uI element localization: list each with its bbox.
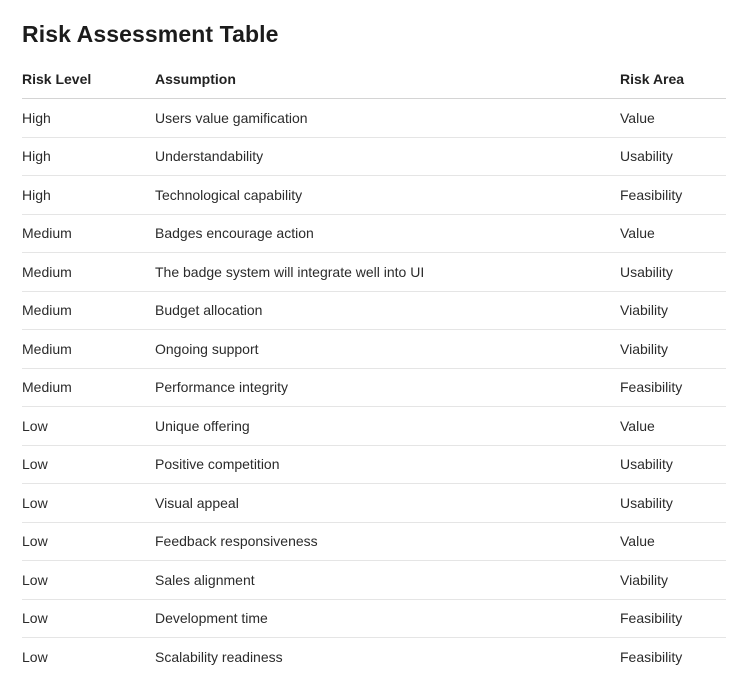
risk-level-cell: Medium xyxy=(22,291,155,330)
risk-level-cell: Low xyxy=(22,561,155,600)
assumption-cell: Understandability xyxy=(155,137,620,176)
risk-area-cell: Feasibility xyxy=(620,648,683,665)
table-row xyxy=(22,445,726,484)
risk-area-cell: Viability xyxy=(620,291,726,330)
assumption-cell: Feedback responsiveness xyxy=(155,522,620,561)
table-row xyxy=(22,137,726,176)
column-header-risk-area: Risk Area xyxy=(620,60,726,99)
column-header-assumption: Assumption xyxy=(155,60,620,99)
risk-area-cell: Usability xyxy=(620,484,726,523)
risk-area-cell: Value xyxy=(620,214,726,253)
risk-area-cell: Value xyxy=(620,99,726,138)
assumption-cell: Technological capability xyxy=(155,176,620,215)
risk-level-cell: Medium xyxy=(22,253,155,292)
risk-level-cell: Low xyxy=(22,522,155,561)
risk-level-cell: High xyxy=(22,176,155,215)
assumption-cell: Performance integrity xyxy=(155,368,620,407)
assumption-cell: Ongoing support xyxy=(155,330,620,369)
risk-level-cell: High xyxy=(22,137,155,176)
table-row xyxy=(22,638,726,676)
risk-level-cell: Medium xyxy=(22,330,155,369)
table-row xyxy=(22,214,726,253)
risk-area-cell: Value xyxy=(620,522,726,561)
table-row xyxy=(22,484,726,523)
risk-area-cell: Feasibility xyxy=(620,176,726,215)
risk-level-cell: Medium xyxy=(22,368,155,407)
risk-area-cell: Usability xyxy=(620,445,726,484)
assumption-cell: Budget allocation xyxy=(155,291,620,330)
risk-level-cell: High xyxy=(22,99,155,138)
assumption-cell: Visual appeal xyxy=(155,484,620,523)
table-row xyxy=(22,368,726,407)
risk-area-cell: Feasibility xyxy=(620,368,726,407)
assumption-cell: Unique offering xyxy=(155,407,620,446)
table-row xyxy=(22,176,726,215)
risk-level-cell: Medium xyxy=(22,214,155,253)
assumption-cell: Development time xyxy=(155,599,620,638)
table-body xyxy=(22,99,726,676)
risk-area-cell: Value xyxy=(620,407,726,446)
risk-area-cell: Usability xyxy=(620,253,726,292)
header-row xyxy=(22,60,726,99)
table-header xyxy=(22,60,726,99)
table-row xyxy=(22,330,726,369)
table-row xyxy=(22,407,726,446)
table-row xyxy=(22,253,726,292)
risk-area-cell: Feasibility xyxy=(620,599,726,638)
column-header-risk-level: Risk Level xyxy=(22,60,155,99)
page-title: Risk Assessment Table xyxy=(22,21,279,47)
assumption-cell: Scalability readiness xyxy=(155,648,283,665)
risk-level-cell: Low xyxy=(22,599,155,638)
table-row xyxy=(22,599,726,638)
table-row xyxy=(22,522,726,561)
risk-level-cell: Low xyxy=(22,648,48,665)
risk-area-cell: Viability xyxy=(620,330,726,369)
risk-assessment-table xyxy=(22,60,726,676)
risk-area-cell: Viability xyxy=(620,561,726,600)
risk-area-cell: Usability xyxy=(620,137,726,176)
table-row xyxy=(22,291,726,330)
assumption-cell: Badges encourage action xyxy=(155,214,620,253)
assumption-cell: Sales alignment xyxy=(155,561,620,600)
risk-level-cell: Low xyxy=(22,445,155,484)
table-row xyxy=(22,561,726,600)
risk-level-cell: Low xyxy=(22,484,155,523)
assumption-cell: The badge system will integrate well into UI xyxy=(155,253,620,292)
risk-level-cell: Low xyxy=(22,407,155,446)
assumption-cell: Users value gamification xyxy=(155,99,620,138)
assumption-cell: Positive competition xyxy=(155,445,620,484)
table-row xyxy=(22,99,726,138)
